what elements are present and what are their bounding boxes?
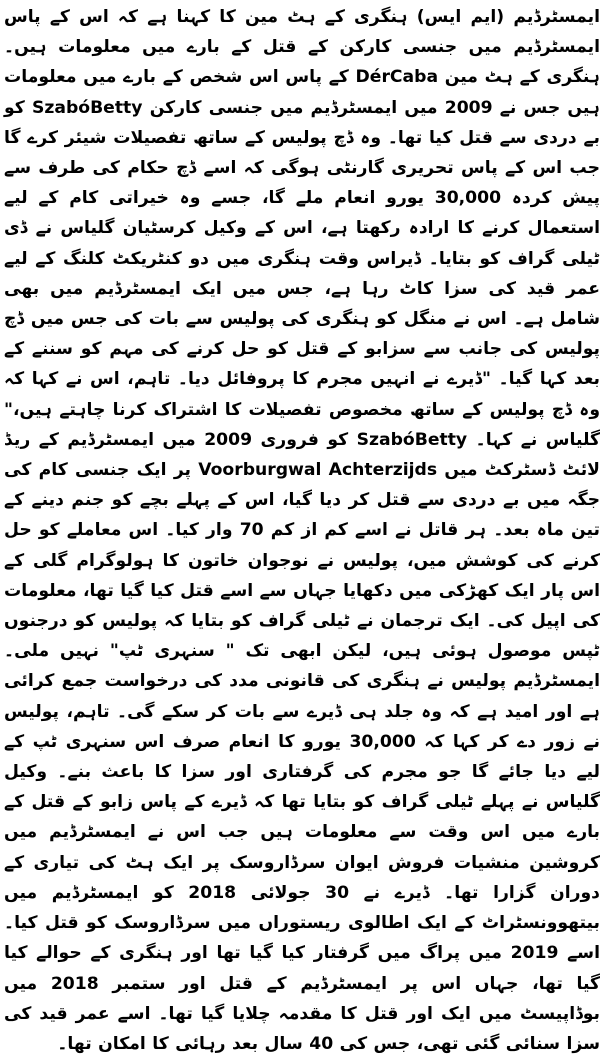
article-body: ایمسٹرڈیم (ایم ایس) ہنگری کے ہٹ مین کا کہنا ہے کہ اس کے پاس ایمسٹرڈیم میں جنسی کارکن کے قتل کے بارے میں معلومات ہیں۔ ہنگری کے ہٹ مین DérCaba کے پاس اس شخص کے بارے میں معلومات ہیں جس نے 2009 میں ایمسٹرڈیم میں جنسی کارکن SzabóBetty کو بے دردی سے قتل کیا تھا۔ وہ ڈچ پولیس کے ساتھ تفصیلات شیئر کرے گا جب اس کے پاس تحریری گارنٹی ہوگی کہ اسے ڈچ حکام کی طرف سے پیش کردہ 30,000 یورو انعام ملے گا، جسے وہ خیراتی کام کے لیے استعمال کرنے کا ارادہ رکھتا ہے، اس کے وکیل کرسٹیان گلیاس نے ڈی ٹیلی گراف کو بتایا۔ ڈیراس وقت ہنگری میں دو کنٹریکٹ کلنگ کے لیے عمر قید کی سزا کاٹ رہا ہے، جس میں ایک ایمسٹرڈیم میں بھی شامل ہے۔ اس نے منگل کو ہنگری کی پولیس سے بات کی جس میں ڈچ پولیس کی جانب سے سزابو کے قتل کو حل کرنے کی مہم کو سننے کے بعد کہا گیا۔ "ڈیرے نے انہیں مجرم کا پروفائل دیا۔ تاہم، اس نے کہا کہ وہ ڈچ پولیس کے ساتھ مخصوص تفصیلات کا اشتراک کرنا چاہتے ہیں،" گلیاس نے کہا۔ SzabóBetty کو فروری 2009 میں ایمسٹرڈیم کے ریڈ لائٹ ڈسٹرکٹ میں Voorburgwal Achterzijds پر ایک جنسی کام کی جگہ میں بے دردی سے قتل کر دیا گیا، اس کے پہلے بچے کو جنم دینے کے تین ماہ بعد۔ ہر قاتل نے اسے کم از کم 70 وار کیا۔ اس معاملے کو حل کرنے کی کوشش میں، پولیس نے نوجوان خاتون کا ہولوگرام گلی کے اس پار ایک کھڑکی میں دکھایا جہاں سے اسے قتل کیا گیا تھا، معلومات کی اپیل کی۔ ایک ترجمان نے ٹیلی گراف کو بتایا کہ پولیس کو درجنوں ٹپس موصول ہوئی ہیں، لیکن ابھی تک " سنہری ٹپ" نہیں ملی۔ ایمسٹرڈیم پولیس نے ہنگری کی قانونی مدد کی درخواست جمع کرائی ہے اور امید ہے کہ وہ جلد ہی ڈیرے سے بات کر سکے گی۔ تاہم، پولیس نے زور دے کر کہا کہ 30,000 یورو کا انعام صرف اس سنہری ٹپ کے لیے دیا جائے گا جو مجرم کی گرفتاری اور سزا کا باعث بنے۔ وکیل گلیاس نے پہلے ٹیلی گراف کو بتایا تھا کہ ڈیرے کے پاس زابو کے قتل کے بارے میں اس وقت سے معلومات ہیں جب اس نے ایمسٹرڈیم میں کروشین منشیات فروش ایوان سرڈاروسک پر ایک ہٹ کی تیاری کے دوران گزارا تھا۔ ڈیرے نے 30 جولائی 2018 کو ایمسٹرڈیم میں بیتھوونسٹراٹ کے ایک اطالوی ریستوراں میں سرڈاروسک کو قتل کیا۔ اسے 2019 میں پراگ میں گرفتار کیا گیا تھا اور ہنگری کے حوالے کیا گیا تھا، جہاں اس پر ایمسٹرڈیم کے قتل اور ستمبر 2018 میں بوڈاپیسٹ میں ایک اور قتل کا مقدمہ چلایا گیا تھا۔ اسے عمر قید کی سزا سنائی گئی تھی، جس کی 40 سال بعد رہائی کا امکان تھا۔ bbox=[4, 7, 601, 1054]
